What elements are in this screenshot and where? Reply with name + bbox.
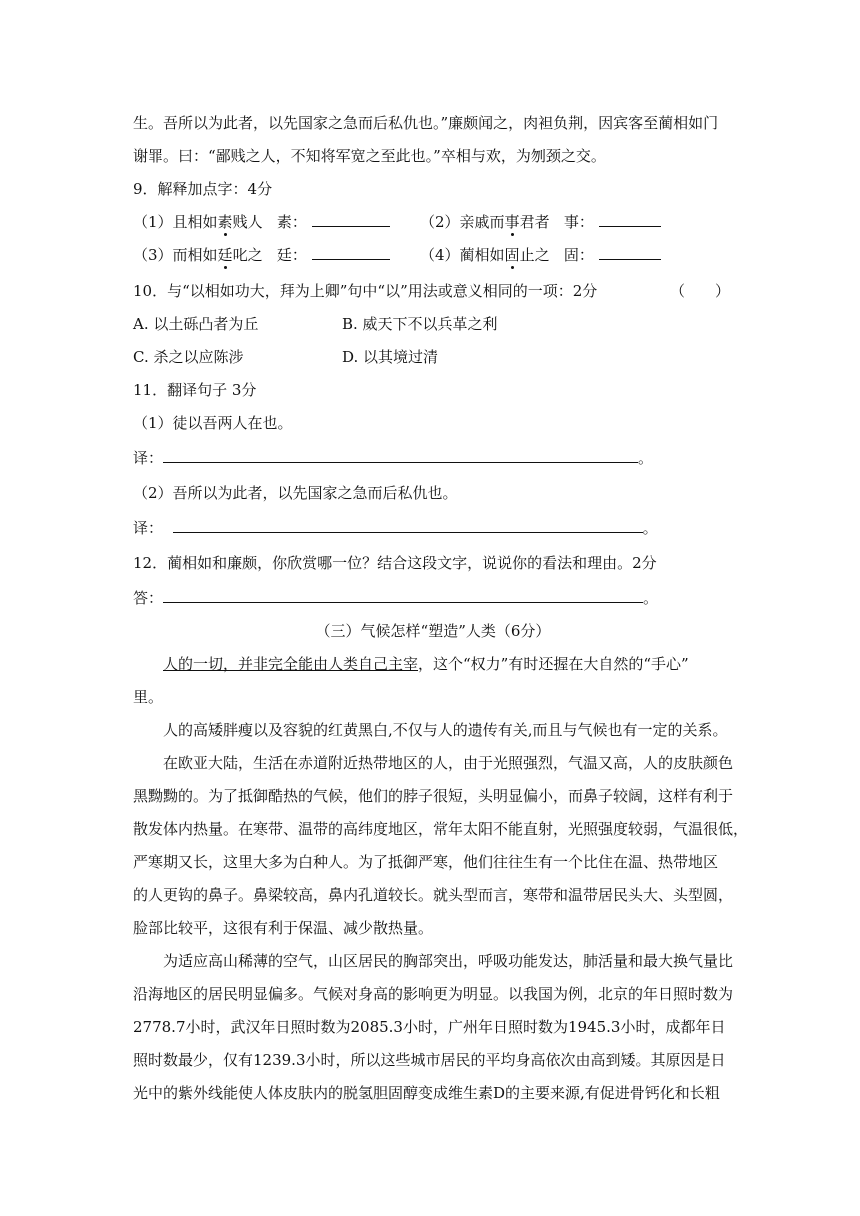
answer-blank[interactable] xyxy=(599,212,661,227)
answer-blank[interactable] xyxy=(312,212,390,227)
q10-option-c: C. 杀之以应陈涉 xyxy=(133,348,244,366)
paragraph-3-line: 严寒期又长，这里大多为白种人。为了抵御严寒，他们往往生有一个比住在温、热带地区 xyxy=(133,853,719,871)
q11-answer-1: 译： 。 xyxy=(133,449,654,467)
answer-line[interactable] xyxy=(173,518,643,533)
paragraph-4-line: 2778.7小时，武汉年日照时数为2085.3小时，广州年日照时数为1945.3小时，成都年日 xyxy=(133,1018,726,1036)
answer-blank[interactable] xyxy=(312,245,390,260)
passage-line: 谢罪。曰：“鄙贱之人，不知将军宽之至此也。”卒相与欢，为刎颈之交。 xyxy=(133,147,606,165)
paragraph-3-line: 脸部比较平，这很有利于保温、减少散热量。 xyxy=(133,919,434,937)
q9-item-4: （4）蔺相如固止之 固： xyxy=(420,244,720,266)
q11-answer-2: 译： 。 xyxy=(133,519,658,537)
paragraph-1-cont: 里。 xyxy=(133,688,164,706)
paragraph-2: 人的高矮胖瘦以及容貌的红黄黑白,不仅与人的遗传有关,而且与气候也有一定的关系。 xyxy=(163,721,728,739)
paragraph-3-line: 黑黝黝的。为了抵御酷热的气候，他们的脖子很短，头明显偏小，而鼻子较阔，这样有利于 xyxy=(133,787,734,805)
paragraph-4-line: 照时数最少，仅有1239.3小时，所以这些城市居民的平均身高依次由高到矮。其原因是日 xyxy=(133,1051,726,1069)
q11-sentence-1: （1）徒以吾两人在也。 xyxy=(133,414,293,432)
q10-option-a: A. 以土砾凸者为丘 xyxy=(133,315,259,333)
question-9-title: 9．解释加点字：4分 xyxy=(133,180,273,198)
q11-sentence-2: （2）吾所以为此者，以先国家之急而后私仇也。 xyxy=(133,484,458,502)
question-10-title: 10．与“以相如功大，拜为上卿”句中“以”用法或意义相同的一项：2分 xyxy=(133,282,598,300)
q9-item-1: （1）且相如素贱人 素： xyxy=(133,211,733,233)
answer-line[interactable] xyxy=(163,448,638,463)
answer-paren[interactable]: （ ） xyxy=(670,282,731,300)
paragraph-4-line: 光中的紫外线能使人体皮肤内的脱氢胆固醇变成维生素D的主要来源,有促进骨钙化和长粗 xyxy=(133,1084,720,1102)
q9-item-3: （3）而相如廷叱之 廷： xyxy=(133,244,733,266)
paragraph-3-line: 的人更钩的鼻子。鼻梁较高，鼻内孔道较长。就头型而言，寒带和温带居民头大、头型圆， xyxy=(133,886,734,904)
q10-option-b: B. 威天下不以兵革之利 xyxy=(342,315,498,333)
question-12-title: 12．蔺相如和廉颇，你欣赏哪一位？结合这段文字，说说你的看法和理由。2分 xyxy=(133,554,657,572)
answer-blank[interactable] xyxy=(599,245,661,260)
q9-item-2: （2）亲戚而事君者 事： xyxy=(420,211,720,233)
paragraph-1: 人的一切，并非完全能由人类自己主宰，这个“权力”有时还握在大自然的“手心” xyxy=(163,655,689,673)
section-heading: （三）气候怎样“塑造”人类（6分） xyxy=(315,622,551,640)
question-11-title: 11．翻译句子 3分 xyxy=(133,381,257,399)
paragraph-4-line: 为适应高山稀薄的空气，山区居民的胸部突出，呼吸功能发达，肺活量和最大换气量比 xyxy=(163,952,734,970)
q12-answer: 答： 。 xyxy=(133,589,659,607)
paragraph-3-line: 在欧亚大陆，生活在赤道附近热带地区的人，由于光照强烈，气温又高，人的皮肤颜色 xyxy=(163,754,734,772)
paragraph-4-line: 沿海地区的居民明显偏多。气候对身高的影响更为明显。以我国为例，北京的年日照时数为 xyxy=(133,985,734,1003)
passage-line: 生。吾所以为此者，以先国家之急而后私仇也。”廉颇闻之，肉袒负荆，因宾客至蔺相如门 xyxy=(133,114,719,132)
paragraph-3-line: 散发体内热量。在寒带、温带的高纬度地区，常年太阳不能直射，光照强度较弱，气温很低， xyxy=(133,820,749,838)
answer-line[interactable] xyxy=(163,588,643,603)
q10-option-d: D. 以其境过清 xyxy=(342,348,439,366)
